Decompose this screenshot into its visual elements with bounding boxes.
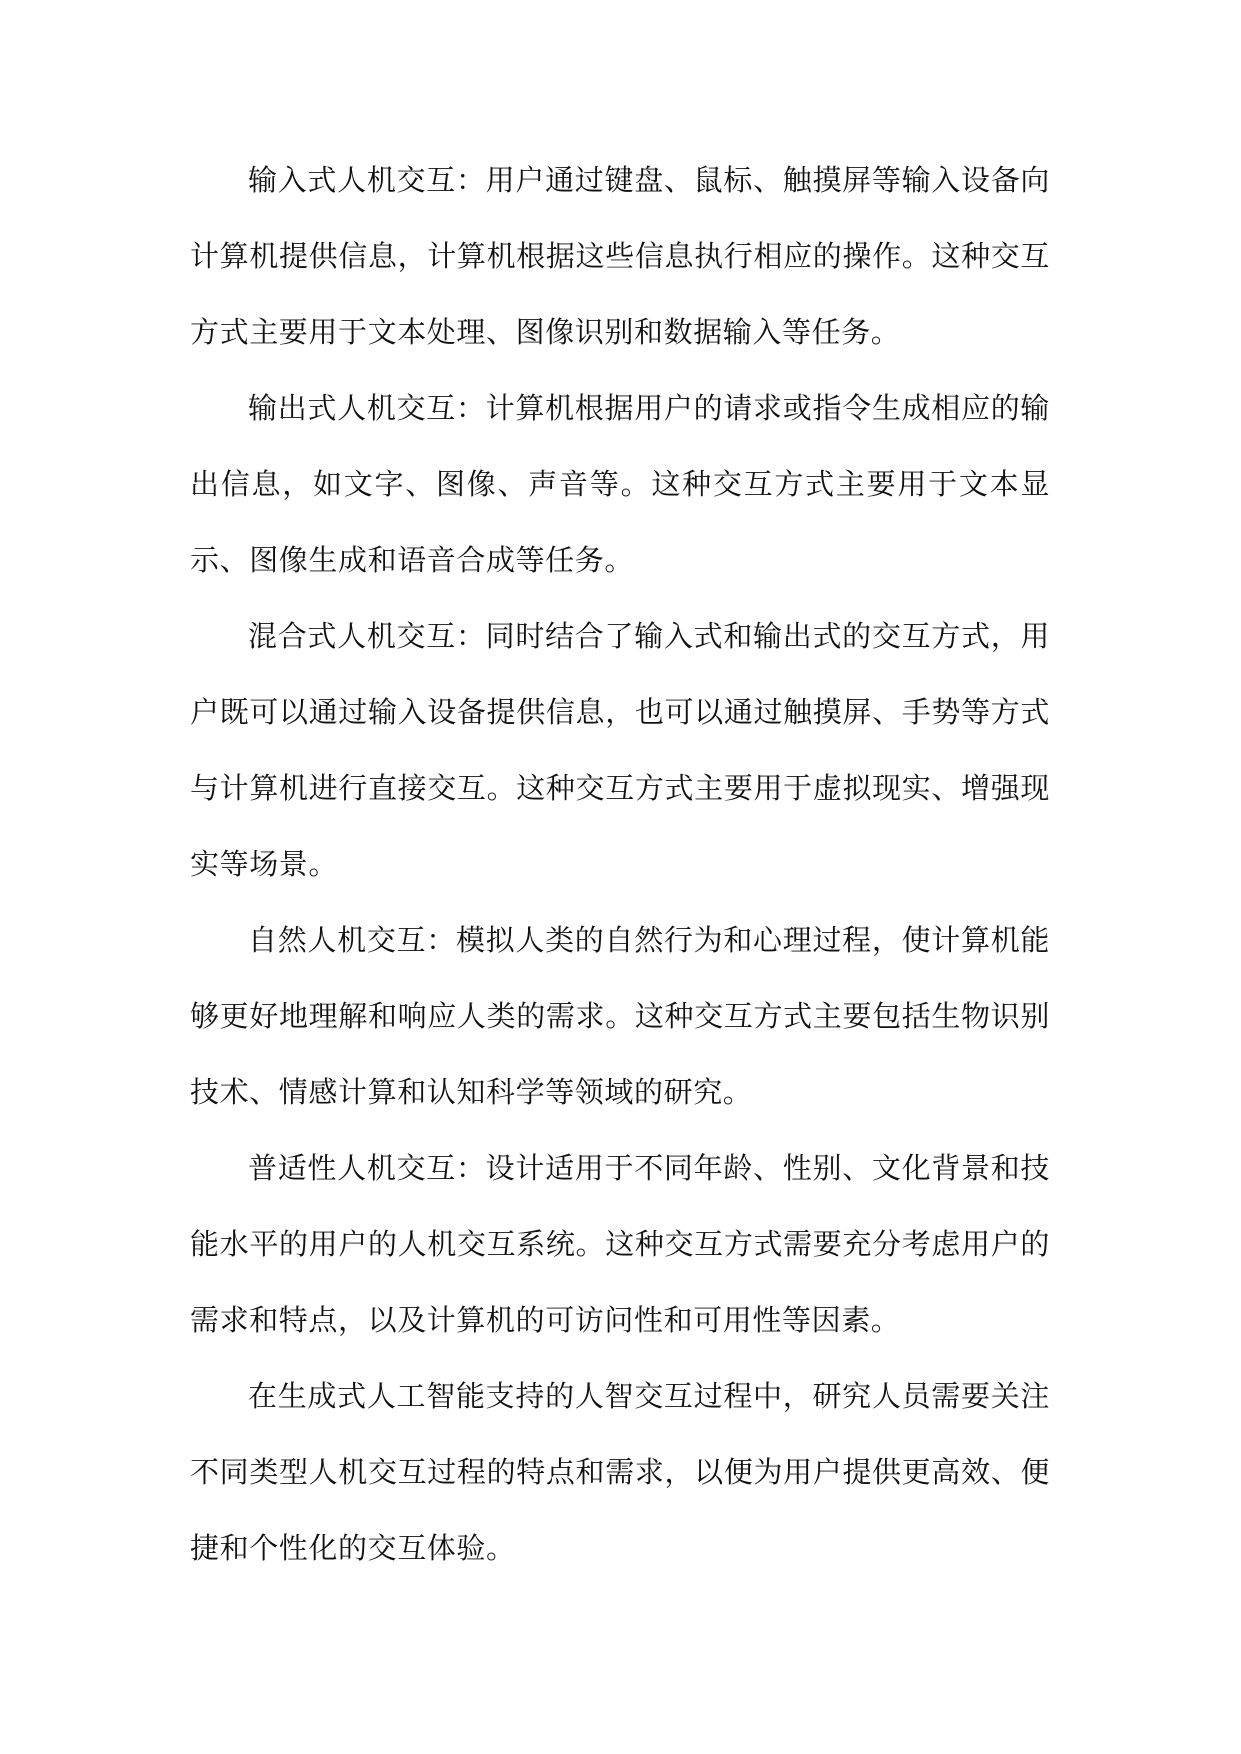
paragraph-natural-interaction: 自然人机交互：模拟人类的自然行为和心理过程，使计算机能够更好地理解和响应人类的需求。这种交互方式主要包括生物识别技术、情感计算和认知科学等领域的研究。 xyxy=(190,923,1050,1109)
paragraph-output-interaction: 输出式人机交互：计算机根据用户的请求或指令生成相应的输出信息，如文字、图像、声音等。这种交互方式主要用于文本显示、图像生成和语音合成等任务。 xyxy=(190,391,1050,577)
paragraph-input-interaction: 输入式人机交互：用户通过键盘、鼠标、触摸屏等输入设备向计算机提供信息，计算机根据这些信息执行相应的操作。这种交互方式主要用于文本处理、图像识别和数据输入等任务。 xyxy=(190,163,1050,349)
paragraph-mixed-interaction: 混合式人机交互：同时结合了输入式和输出式的交互方式，用户既可以通过输入设备提供信息，也可以通过触摸屏、手势等方式与计算机进行直接交互。这种交互方式主要用于虚拟现实、增强现实等场景。 xyxy=(190,619,1050,881)
paragraph-conclusion: 在生成式人工智能支持的人智交互过程中，研究人员需要关注不同类型人机交互过程的特点和需求，以便为用户提供更高效、便捷和个性化的交互体验。 xyxy=(190,1379,1050,1565)
paragraph-universal-interaction: 普适性人机交互：设计适用于不同年龄、性别、文化背景和技能水平的用户的人机交互系统。这种交互方式需要充分考虑用户的需求和特点，以及计算机的可访问性和可用性等因素。 xyxy=(190,1151,1050,1337)
document-body xyxy=(190,142,1050,1586)
